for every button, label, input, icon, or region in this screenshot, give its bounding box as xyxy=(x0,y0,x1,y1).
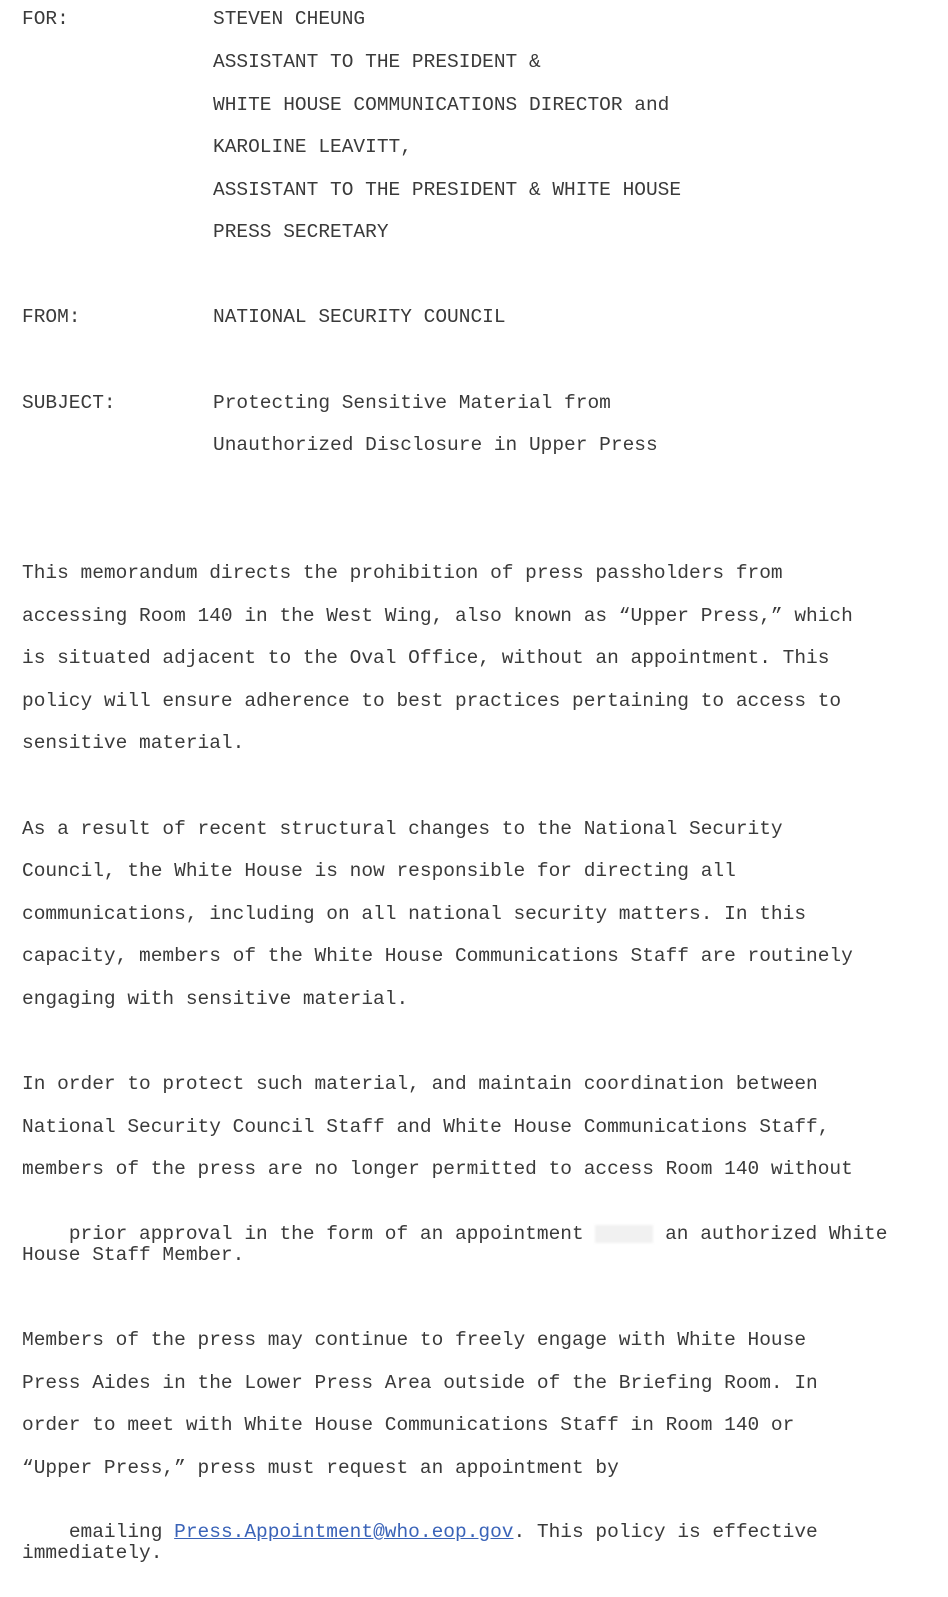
p2-line-1: As a result of recent structural changes to the National Security xyxy=(22,818,783,840)
p4-line-6: immediately. xyxy=(22,1542,163,1564)
p4-line-3: order to meet with White House Communications Staff in Room 140 or xyxy=(22,1414,795,1436)
p1-line-1: This memorandum directs the prohibition of press passholders from xyxy=(22,562,783,584)
p3-line-4-tail: an authorized White xyxy=(665,1223,888,1245)
p4-line-1: Members of the press may continue to freely engage with White House xyxy=(22,1329,807,1351)
p4-line-5-text: emailing xyxy=(68,1521,163,1543)
for-line-3: WHITE HOUSE COMMUNICATIONS DIRECTOR and xyxy=(213,94,670,116)
subject-line-1: Protecting Sensitive Material from xyxy=(213,392,611,414)
p2-line-5: engaging with sensitive material. xyxy=(22,988,409,1010)
for-line-1: STEVEN CHEUNG xyxy=(213,8,366,30)
for-line-4: KAROLINE LEAVITT, xyxy=(213,136,412,158)
p3-line-4-text: prior approval in the form of an appointment xyxy=(68,1223,584,1245)
p2-line-3: communications, including on all national security matters. In this xyxy=(22,903,807,925)
subject-label: SUBJECT: xyxy=(22,392,116,414)
p2-line-4: capacity, members of the White House Communications Staff are routinely xyxy=(22,945,853,967)
p1-line-5: sensitive material. xyxy=(22,732,245,754)
p4-line-5-tail: . This policy is effective xyxy=(513,1521,818,1543)
for-line-2: ASSISTANT TO THE PRESIDENT & xyxy=(213,51,541,73)
subject-line-2: Unauthorized Disclosure in Upper Press xyxy=(213,434,658,456)
email-link[interactable]: Press.Appointment@who.eop.gov xyxy=(174,1521,514,1543)
p1-line-2: accessing Room 140 in the West Wing, also known as “Upper Press,” which xyxy=(22,605,853,627)
from-value: NATIONAL SECURITY COUNCIL xyxy=(213,306,506,328)
p2-line-2: Council, the White House is now responsible for directing all xyxy=(22,860,736,882)
p1-line-4: policy will ensure adherence to best practices pertaining to access to xyxy=(22,690,842,712)
p3-line-5: House Staff Member. xyxy=(22,1244,245,1266)
for-line-5: ASSISTANT TO THE PRESIDENT & WHITE HOUSE xyxy=(213,179,682,201)
p3-line-1: In order to protect such material, and maintain coordination between xyxy=(22,1073,818,1095)
from-label: FROM: xyxy=(22,306,81,328)
p4-line-2: Press Aides in the Lower Press Area outside of the Briefing Room. In xyxy=(22,1372,818,1394)
redacted-mark xyxy=(595,1225,653,1243)
p1-line-3: is situated adjacent to the Oval Office, without an appointment. This xyxy=(22,647,830,669)
p3-line-3: members of the press are no longer permitted to access Room 140 without xyxy=(22,1158,853,1180)
for-label: FOR: xyxy=(22,8,69,30)
p3-line-2: National Security Council Staff and White House Communications Staff, xyxy=(22,1116,830,1138)
p4-line-4: “Upper Press,” press must request an appointment by xyxy=(22,1457,619,1479)
for-line-6: PRESS SECRETARY xyxy=(213,221,389,243)
